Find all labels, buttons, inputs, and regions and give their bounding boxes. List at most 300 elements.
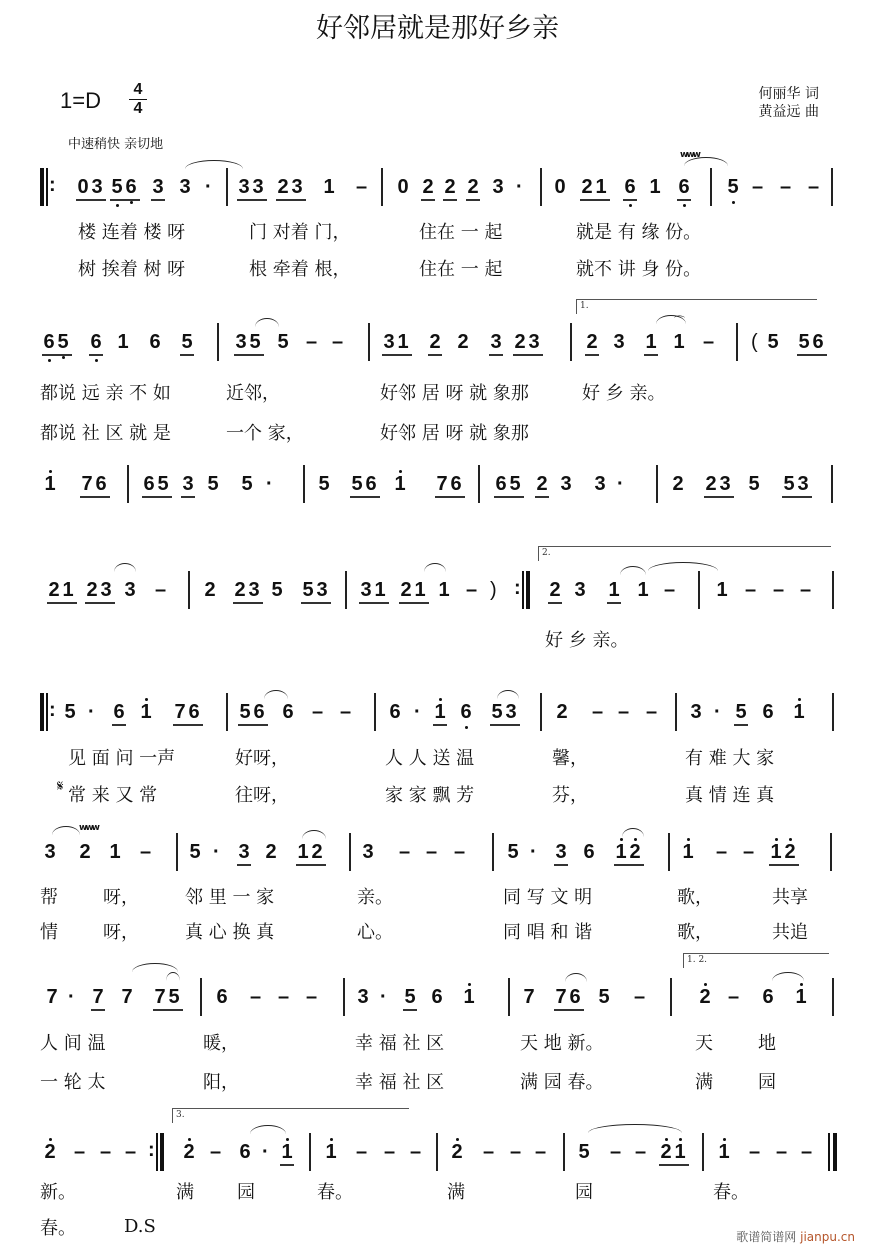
barline <box>381 168 383 206</box>
lyric-text: 真 情 连 真 <box>685 785 775 806</box>
note: 2 <box>629 841 641 863</box>
note: 1 <box>62 579 74 601</box>
underline <box>151 199 165 201</box>
underline <box>280 1164 294 1166</box>
lyric-text: 天 <box>695 1033 713 1054</box>
low-octave-dot <box>48 359 51 362</box>
lyric-text: 树 挨着 树 呀 <box>78 259 186 280</box>
high-octave-dot <box>775 838 778 841</box>
note: 6 <box>431 986 443 1008</box>
volta-bracket <box>576 299 817 314</box>
lyric-text: 园 <box>575 1182 593 1203</box>
trill-ornament: www <box>79 823 98 833</box>
lyric-text: 芬， <box>552 785 588 806</box>
lyric-text: 住在 一 起 <box>419 259 503 280</box>
note: 2 <box>86 579 98 601</box>
note: 1 <box>434 701 446 723</box>
lyric-text: 家 家 飘 芳 <box>385 785 475 806</box>
note: 2 <box>705 473 717 495</box>
note: 7 <box>523 986 535 1008</box>
dash-sustain: – <box>210 1141 222 1163</box>
note: 6 <box>762 986 774 1008</box>
dash-sustain: – <box>646 701 658 723</box>
note: 3 <box>248 579 260 601</box>
volta-label: 2. <box>542 548 551 558</box>
note: 7 <box>46 986 58 1008</box>
underline <box>513 354 543 356</box>
high-octave-dot <box>456 1138 459 1141</box>
dash-sustain: – <box>745 579 757 601</box>
underline <box>421 199 435 201</box>
time-signature <box>129 82 147 117</box>
note: 3 <box>594 473 606 495</box>
note: 5 <box>748 473 760 495</box>
note: 1 <box>109 841 121 863</box>
barline <box>832 978 834 1016</box>
watermark <box>736 1228 855 1245</box>
barline <box>563 1133 565 1171</box>
underline <box>704 496 734 498</box>
dash-sustain: – <box>535 1141 547 1163</box>
dash-sustain: – <box>743 841 755 863</box>
note: 1 <box>793 701 805 723</box>
underline <box>399 602 429 604</box>
lyric-text: 好邻 居 呀 就 象那 <box>380 423 529 444</box>
note: 1 <box>140 701 152 723</box>
note: 5 <box>57 331 69 353</box>
underline <box>548 602 562 604</box>
note: 1 <box>44 473 56 495</box>
lyric-text: 往呀， <box>235 785 289 806</box>
lyric-text: 亲。 <box>357 887 393 908</box>
note: 1 <box>374 579 386 601</box>
barline <box>492 833 494 871</box>
note: 6 <box>624 176 636 198</box>
barline <box>303 465 305 503</box>
note: 1 <box>463 986 475 1008</box>
augmentation-dot: · <box>617 473 624 495</box>
underline <box>234 354 264 356</box>
note: 6 <box>43 331 55 353</box>
note: 3 <box>490 331 502 353</box>
note: 3 <box>719 473 731 495</box>
lyric-text: 好邻 居 呀 就 象那 <box>380 383 529 404</box>
fermata-icon: ⌒ <box>674 315 685 328</box>
note: 6 <box>450 473 462 495</box>
paren-close: ) <box>490 579 497 601</box>
dash-sustain: – <box>356 1141 368 1163</box>
low-octave-dot <box>629 204 632 207</box>
note: 6 <box>216 986 228 1008</box>
dash-sustain: – <box>454 841 466 863</box>
note: 2 <box>429 331 441 353</box>
underline <box>382 354 412 356</box>
volta-label: 1. 2. <box>687 955 708 965</box>
volta-label: 3. <box>176 1110 185 1120</box>
note: 6 <box>460 701 472 723</box>
note: 0 <box>77 176 89 198</box>
note: 1 <box>414 579 426 601</box>
note: 1 <box>795 986 807 1008</box>
paren-open: ( <box>751 331 758 353</box>
high-octave-dot <box>679 1138 682 1141</box>
barline <box>831 465 833 503</box>
dash-sustain: – <box>610 1141 622 1163</box>
note: 6 <box>678 176 690 198</box>
note: 3 <box>152 176 164 198</box>
lyric-text: 歌， <box>677 887 713 908</box>
note: 7 <box>555 986 567 1008</box>
high-octave-dot <box>704 983 707 986</box>
barline <box>127 465 129 503</box>
note: 5 <box>168 986 180 1008</box>
low-octave-dot <box>683 204 686 207</box>
note: 1 <box>297 841 309 863</box>
note: 5 <box>318 473 330 495</box>
note: 1 <box>673 331 685 353</box>
lyric-text: 根 牵着 根， <box>249 259 351 280</box>
note: 2 <box>549 579 561 601</box>
underline <box>233 602 263 604</box>
dash-sustain: – <box>749 1141 761 1163</box>
note: 6 <box>282 701 294 723</box>
underline <box>173 724 203 726</box>
low-octave-dot <box>62 356 65 359</box>
repeat-end-thin <box>156 1133 158 1171</box>
underline <box>489 354 503 356</box>
underline <box>403 1009 417 1011</box>
augmentation-dot: · <box>714 701 721 723</box>
lyric-text: 好呀， <box>235 748 289 769</box>
note: 7 <box>154 986 166 1008</box>
segno-icon: 𝄋 <box>57 777 64 795</box>
high-octave-dot <box>620 838 623 841</box>
note: 3 <box>613 331 625 353</box>
slur-tie <box>264 690 288 699</box>
note: 1 <box>645 331 657 353</box>
underline <box>607 602 621 604</box>
slur-tie <box>302 830 326 839</box>
note: 5 <box>798 331 810 353</box>
note: 2 <box>204 579 216 601</box>
lyric-text: 真 心 换 真 <box>185 922 275 943</box>
underline <box>623 199 637 201</box>
note: 3 <box>316 579 328 601</box>
augmentation-dot: · <box>414 701 421 723</box>
slur-tie <box>185 160 243 169</box>
song-title: 好邻居就是那好乡亲 <box>316 13 559 44</box>
note: 2 <box>514 331 526 353</box>
watermark-site: 歌谱简谱网 <box>736 1230 797 1244</box>
note: 6 <box>365 473 377 495</box>
volta-bracket <box>683 953 829 968</box>
dash-sustain: – <box>703 331 715 353</box>
note: 1 <box>682 841 694 863</box>
note: 1 <box>323 176 335 198</box>
lyric-text: 地 <box>758 1033 776 1054</box>
lyric-text: 同 唱 和 谐 <box>503 922 593 943</box>
underline <box>494 496 524 498</box>
dash-sustain: – <box>426 841 438 863</box>
trill-ornament: www <box>680 150 699 160</box>
dash-sustain: – <box>776 1141 788 1163</box>
underline <box>237 199 267 201</box>
note: 2 <box>536 473 548 495</box>
barline <box>345 571 347 609</box>
underline <box>535 496 549 498</box>
augmentation-dot: · <box>205 176 212 198</box>
lyric-text: 楼 连着 楼 呀 <box>78 222 186 243</box>
low-octave-dot <box>130 201 133 204</box>
note: 2 <box>581 176 593 198</box>
dash-sustain: – <box>155 579 167 601</box>
underline <box>433 724 447 726</box>
repeat-start-thin <box>46 693 48 731</box>
barline <box>349 833 351 871</box>
dash-sustain: – <box>140 841 152 863</box>
note: 1 <box>325 1141 337 1163</box>
dash-sustain: – <box>635 1141 647 1163</box>
underline <box>296 864 326 866</box>
high-octave-dot <box>399 470 402 473</box>
underline <box>301 602 331 604</box>
note: 0 <box>397 176 409 198</box>
slur-tie <box>622 828 644 837</box>
underline <box>644 354 658 356</box>
dash-sustain: – <box>801 1141 813 1163</box>
repeat-end-thick <box>160 1133 164 1171</box>
note: 2 <box>451 1141 463 1163</box>
low-octave-dot <box>95 359 98 362</box>
note: 2 <box>277 176 289 198</box>
note: 5 <box>302 579 314 601</box>
note: 7 <box>92 986 104 1008</box>
underline <box>112 724 126 726</box>
note: 5 <box>351 473 363 495</box>
dash-sustain: – <box>808 176 820 198</box>
note: 2 <box>234 579 246 601</box>
note: 7 <box>174 701 186 723</box>
note: 5 <box>783 473 795 495</box>
note: 3 <box>528 331 540 353</box>
note: 6 <box>188 701 200 723</box>
barline <box>675 693 677 731</box>
lyric-text: 都说 社 区 就 是 <box>40 423 171 444</box>
note: 1 <box>716 579 728 601</box>
lyric-text: 幸 福 社 区 <box>355 1033 445 1054</box>
dash-sustain: – <box>728 986 740 1008</box>
underline <box>85 602 115 604</box>
note: 3 <box>362 841 374 863</box>
underline <box>238 724 268 726</box>
time-denominator: 4 <box>133 100 143 117</box>
dash-sustain: – <box>510 1141 522 1163</box>
high-octave-dot <box>789 838 792 841</box>
note: 7 <box>121 986 133 1008</box>
lyric-text: 一个 家， <box>226 423 304 444</box>
slur-tie <box>114 563 136 572</box>
dash-sustain: – <box>250 986 262 1008</box>
lyric-text: 园 <box>237 1182 255 1203</box>
note: 2 <box>311 841 323 863</box>
barline <box>832 571 834 609</box>
lyric-text: 帮 <box>40 887 58 908</box>
note: 5 <box>491 701 503 723</box>
underline <box>47 602 77 604</box>
note: 6 <box>583 841 595 863</box>
barline <box>436 1133 438 1171</box>
repeat-end-thin <box>522 571 524 609</box>
dash-sustain: – <box>664 579 676 601</box>
underline <box>80 496 110 498</box>
volta-bracket <box>172 1108 409 1123</box>
lyric-text: 馨， <box>552 748 588 769</box>
dash-sustain: – <box>306 331 318 353</box>
note: 3 <box>492 176 504 198</box>
underline <box>435 496 465 498</box>
slur-tie <box>132 963 178 972</box>
dash-sustain: – <box>592 701 604 723</box>
lyric-text: 满 园 春。 <box>520 1072 604 1093</box>
lyric-text: 呀， <box>103 922 139 943</box>
lyric-text: 园 <box>758 1072 776 1093</box>
note: 2 <box>44 1141 56 1163</box>
note: 5 <box>404 986 416 1008</box>
high-octave-dot <box>330 1138 333 1141</box>
underline <box>42 354 72 356</box>
note: 3 <box>505 701 517 723</box>
underline <box>659 1164 689 1166</box>
note: 5 <box>507 841 519 863</box>
note: 6 <box>253 701 265 723</box>
dash-sustain: – <box>780 176 792 198</box>
note: 1 <box>637 579 649 601</box>
dash-sustain: – <box>773 579 785 601</box>
lyric-text: 好 乡 亲。 <box>545 630 629 651</box>
dash-sustain: – <box>340 701 352 723</box>
underline <box>180 354 194 356</box>
lyric-text: 暖， <box>203 1033 239 1054</box>
barline <box>343 978 345 1016</box>
lyric-text: 人 间 温 <box>40 1033 106 1054</box>
repeat-start-thick <box>40 168 44 206</box>
dash-sustain: – <box>752 176 764 198</box>
barline <box>478 465 480 503</box>
final-bar-thin <box>828 1133 830 1171</box>
note: 2 <box>265 841 277 863</box>
note: 6 <box>239 1141 251 1163</box>
dash-sustain: – <box>399 841 411 863</box>
underline <box>734 724 748 726</box>
dash-sustain: – <box>466 579 478 601</box>
note: 6 <box>113 701 125 723</box>
note: 1 <box>394 473 406 495</box>
lyric-text: 呀， <box>103 887 139 908</box>
barline <box>710 168 712 206</box>
lyric-text: 门 对着 门， <box>249 222 351 243</box>
lyric-text: 住在 一 起 <box>419 222 503 243</box>
slur-tie <box>648 562 718 571</box>
composer-credit: 黄益远 曲 <box>758 104 819 120</box>
note: 1 <box>281 1141 293 1163</box>
note: 1 <box>438 579 450 601</box>
note: 3 <box>574 579 586 601</box>
repeat-start-thin <box>46 168 48 206</box>
dash-sustain: – <box>356 176 368 198</box>
lyric-text: 情 <box>40 922 58 943</box>
note: 2 <box>556 701 568 723</box>
barline <box>832 693 834 731</box>
slur-tie <box>166 972 180 981</box>
underline <box>466 199 480 201</box>
barline <box>374 693 376 731</box>
dash-sustain: – <box>332 331 344 353</box>
underline <box>276 199 306 201</box>
lyricist-credit: 何丽华 词 <box>758 86 819 102</box>
underline <box>769 864 799 866</box>
note: 2 <box>183 1141 195 1163</box>
lyric-text: 春。 <box>40 1218 76 1239</box>
note: 5 <box>578 1141 590 1163</box>
lyric-text: 春。 <box>713 1182 749 1203</box>
note: 2 <box>48 579 60 601</box>
note: 5 <box>509 473 521 495</box>
note: 6 <box>569 986 581 1008</box>
lyric-text: 共追 <box>772 922 808 943</box>
note: 1 <box>595 176 607 198</box>
dash-sustain: – <box>312 701 324 723</box>
high-octave-dot <box>286 1138 289 1141</box>
note: 1 <box>397 331 409 353</box>
slur-tie <box>772 972 804 981</box>
lyric-text: 好 乡 亲。 <box>582 383 666 404</box>
dash-sustain: – <box>278 986 290 1008</box>
repeat-end-thick <box>526 571 530 609</box>
high-octave-dot <box>634 838 637 841</box>
slur-tie <box>620 566 646 575</box>
dash-sustain: – <box>800 579 812 601</box>
barline <box>540 693 542 731</box>
volta-label: 1. <box>580 301 589 311</box>
note: 0 <box>554 176 566 198</box>
lyric-text: 有 难 大 家 <box>685 748 775 769</box>
slur-tie <box>52 826 80 835</box>
note: 3 <box>360 579 372 601</box>
barline <box>176 833 178 871</box>
barline <box>226 168 228 206</box>
note: 2 <box>400 579 412 601</box>
high-octave-dot <box>687 838 690 841</box>
note: 5 <box>277 331 289 353</box>
lyric-text: 同 写 文 明 <box>503 887 593 908</box>
high-octave-dot <box>468 983 471 986</box>
repeat-dots: : <box>49 699 56 721</box>
repeat-dots: : <box>148 1139 155 1161</box>
lyric-text: 邻 里 一 家 <box>185 887 275 908</box>
note: 2 <box>672 473 684 495</box>
repeat-dots: : <box>49 174 56 196</box>
note: 3 <box>238 841 250 863</box>
low-octave-dot <box>116 204 119 207</box>
note: 2 <box>467 176 479 198</box>
barline <box>702 1133 704 1171</box>
augmentation-dot: · <box>516 176 523 198</box>
lyric-text: 满 <box>176 1182 194 1203</box>
barline <box>570 323 572 361</box>
note: 1 <box>117 331 129 353</box>
dash-sustain: – <box>384 1141 396 1163</box>
note: 5 <box>271 579 283 601</box>
